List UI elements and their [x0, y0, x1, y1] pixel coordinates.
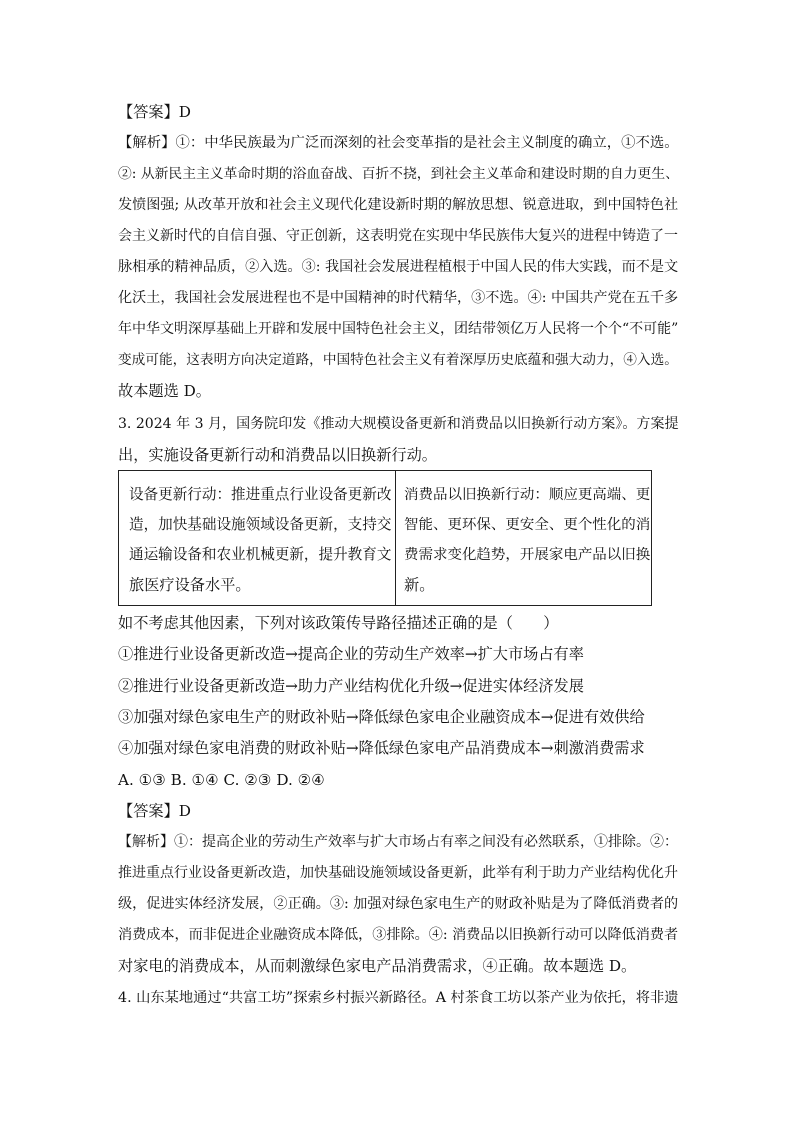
q3-stem-line: 出，实施设备更新行动和消费品以旧换新行动。 [118, 446, 437, 464]
table-cell-line: 设备更新行动：推进重点行业设备更新改 [129, 486, 392, 503]
q3-analysis-line: 推进重点行业设备更新改造，加快基础设施领域设备更新，此举有利于助力产业结构优化升 [118, 865, 678, 881]
q3-option: ②推进行业设备更新改造→助力产业结构优化升级→促进实体经济发展 [118, 677, 584, 695]
q2-analysis-line: 年中华文明深厚基础上开辟和发展中国特色社会主义，团结带领亿万人民将一个个“不可能” [118, 321, 679, 337]
q3-analysis-line: 级，促进实体经济发展，②正确。③: 加强对绿色家电生产的财政补贴是为了降低消费者的 [118, 896, 679, 912]
table-cell-line: 消费品以旧换新行动：顺应更高端、更 [404, 487, 651, 503]
table-cell-line: 智能、更环保、更安全、更个性化的消 [404, 517, 651, 533]
table-cell-line: 新。 [404, 576, 435, 594]
q3-analysis-line: 对家电的消费成本，从而刺激绿色家电产品消费需求，④正确。故本题选 D。 [118, 957, 637, 975]
table-cell-line: 费需求变化趋势，开展家电产品以旧换 [404, 547, 651, 563]
q3-analysis-line: 【解析】①：提高企业的劳动生产效率与扩大市场占有率之间没有必然联系，①排除。②： [118, 834, 678, 850]
equipment-update-cell [119, 471, 396, 605]
table-cell-line: 造，加快基础设施领域设备更新，支持交 [129, 516, 392, 533]
q2-answer: 【答案】D [118, 103, 191, 121]
table-cell-line: 通运输设备和农业机械更新，提升教育文 [129, 546, 392, 563]
q3-stem-line: 3. 2024 年 3 月，国务院印发《推动大规模设备更新和消费品以旧换新行动方案》。方案提 [118, 416, 679, 432]
q3-answer: 【答案】D [118, 802, 191, 820]
q2-analysis-line: 会主义新时代的自信自强、守正创新，这表明党在实现中华民族伟大复兴的进程中铸造了一 [118, 228, 678, 244]
q2-analysis-line: 变成可能，这表明方向决定道路，中国特色社会主义有着深厚历史底蕴和强大动力，④入选。 [118, 352, 678, 368]
q2-analysis-line: 脉相承的精神品质，②入选。③: 我国社会发展进程植根于中国人民的伟大实践，而不是文 [118, 259, 679, 275]
q3-question: 如不考虑其他因素，下列对该政策传导路径描述正确的是（ ） [118, 614, 559, 632]
q2-analysis-line: 化沃土，我国社会发展进程也不是中国精神的时代精华，③不选。④: 中国共产党在五千多 [118, 290, 679, 306]
q3-option: ①推进行业设备更新改造→提高企业的劳动生产效率→扩大市场占有率 [118, 645, 584, 663]
q2-analysis-line: 【解析】①：中华民族最为广泛而深刻的社会变革指的是社会主义制度的确立，①不选。 [118, 135, 679, 151]
q2-analysis-line: 故本题选 D。 [118, 382, 211, 400]
q3-option: ④加强对绿色家电消费的财政补贴→降低绿色家电产品消费成本→刺激消费需求 [118, 739, 645, 757]
q2-analysis-line: 发愤图强; 从改革开放和社会主义现代化建设新时期的解放思想、锐意进取，到中国特色社 [118, 197, 679, 213]
consumer-goods-tradein-cell [396, 471, 651, 605]
q4-stem-line: 4. 山东某地通过“共富工坊”探索乡村振兴新路径。A 村茶食工坊以茶产业为依托，将非遗 [118, 990, 679, 1006]
q3-material-table [118, 470, 652, 606]
q3-option: ③加强对绿色家电生产的财政补贴→降低绿色家电企业融资成本→促进有效供给 [118, 708, 645, 726]
q3-analysis-line: 消费成本，而非促进企业融资成本降低，③排除。④: 消费品以旧换新行动可以降低消费者 [118, 927, 679, 943]
q2-analysis-line: ②: 从新民主主义革命时期的浴血奋战、百折不挠，到社会主义革命和建设时期的自力更生、 [118, 166, 679, 182]
table-cell-line: 旅医疗设备水平。 [129, 576, 251, 594]
q3-choices: A. ①③ B. ①④ C. ②③ D. ②④ [118, 771, 325, 789]
